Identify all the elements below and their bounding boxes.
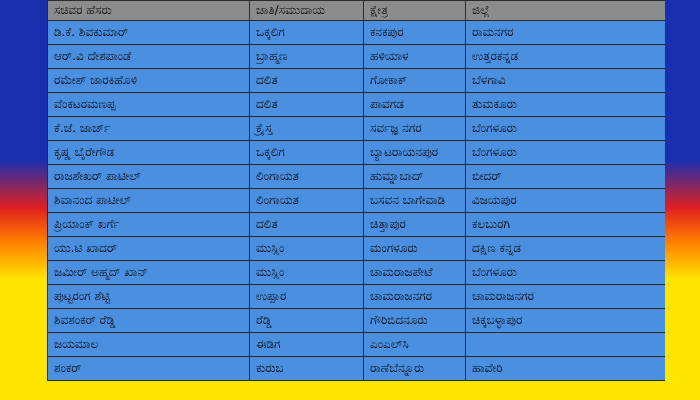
caste-cell: ದಲಿತ xyxy=(250,213,364,237)
district-cell: ದಕ್ಷಿಣ ಕನ್ನಡ xyxy=(466,237,666,261)
column-header-constituency: ಕ್ಷೇತ್ರ xyxy=(364,1,466,21)
constituency-cell: ಬಸವನ ಬಾಗೇವಾಡಿ xyxy=(364,189,466,213)
caste-cell: ಒಕ್ಕಲಿಗ xyxy=(250,21,364,45)
table-row xyxy=(48,93,666,117)
constituency-cell: ಗೋಕಾಕ್ xyxy=(364,69,466,93)
caste-cell: ದಲಿತ xyxy=(250,69,364,93)
table-row xyxy=(48,285,666,309)
minister-name-cell: ಜಮೀರ್ ಅಹ್ಮದ್ ಖಾನ್ xyxy=(48,261,250,285)
minister-name-cell: ಶಿವಾನಂದ ಪಾಟೀಲ್ xyxy=(48,189,250,213)
district-cell: ರಾಮನಗರ xyxy=(466,21,666,45)
table-row xyxy=(48,21,666,45)
ministers-table xyxy=(47,0,665,381)
district-cell: ಬೀದರ್ xyxy=(466,165,666,189)
table-row xyxy=(48,333,666,357)
constituency-cell: ಕನಕಪುರ xyxy=(364,21,466,45)
constituency-cell: ಸರ್ವಜ್ಞ ನಗರ xyxy=(364,117,466,141)
table-row xyxy=(48,237,666,261)
district-cell: ಬೆಂಗಳೂರು xyxy=(466,261,666,285)
district-cell: ಹಾವೇರಿ xyxy=(466,357,666,381)
district-cell: ಚಿಕ್ಕಬಳ್ಳಾಪುರ xyxy=(466,309,666,333)
table-row xyxy=(48,357,666,381)
constituency-cell: ಚಿತ್ತಾಪುರ xyxy=(364,213,466,237)
caste-cell: ಒಕ್ಕಲಿಗ xyxy=(250,141,364,165)
constituency-cell: ಬ್ಯಾಟರಾಯನಪುರ xyxy=(364,141,466,165)
district-cell xyxy=(466,333,666,357)
ministers-table-container xyxy=(47,0,665,400)
column-header-minister-name: ಸಚಿವರ ಹೆಸರು xyxy=(48,1,250,21)
caste-cell: ಈಡಿಗ xyxy=(250,333,364,357)
minister-name-cell: ಕೃಷ್ಣ ಬೈರೇಗೌಡ xyxy=(48,141,250,165)
minister-name-cell: ವೆಂಕಟರಮಣಪ್ಪ xyxy=(48,93,250,117)
table-body xyxy=(48,21,666,381)
minister-name-cell: ಶಂಕರ್ xyxy=(48,357,250,381)
minister-name-cell: ಪುಟ್ಟರಂಗ ಶೆಟ್ಟಿ xyxy=(48,285,250,309)
district-cell: ಚಾಮರಾಜನಗರ xyxy=(466,285,666,309)
caste-cell: ಕುರುಬ xyxy=(250,357,364,381)
column-header-district: ಜಿಲ್ಲೆ xyxy=(466,1,666,21)
constituency-cell: ಮಂಗಳೂರು xyxy=(364,237,466,261)
constituency-cell: ಚಾಮರಾಜಪೇಟೆ xyxy=(364,261,466,285)
minister-name-cell: ಆರ್.ವಿ ದೇಶಪಾಂಡೆ xyxy=(48,45,250,69)
table-row xyxy=(48,309,666,333)
minister-name-cell: ರಮೇಶ್ ಜಾರಕಿಹೊಳಿ xyxy=(48,69,250,93)
minister-name-cell: ಕೆ.ಜೆ. ಜಾರ್ಜ್ xyxy=(48,117,250,141)
caste-cell: ಲಿಂಗಾಯತ xyxy=(250,189,364,213)
district-cell: ಕಲಬುರಗಿ xyxy=(466,213,666,237)
table-row xyxy=(48,213,666,237)
constituency-cell: ಪಾವಗಡ xyxy=(364,93,466,117)
column-header-caste-community: ಜಾತಿ/ಸಮುದಾಯ xyxy=(250,1,364,21)
caste-cell: ಬ್ರಾಹ್ಮಣ xyxy=(250,45,364,69)
minister-name-cell: ಯು.ಟಿ ಖಾದರ್ xyxy=(48,237,250,261)
minister-name-cell: ಶಿವಶಂಕರ್ ರೆಡ್ಡಿ xyxy=(48,309,250,333)
minister-name-cell: ಜಯಮಾಲ xyxy=(48,333,250,357)
constituency-cell: ರಾಣೆಬೆನ್ನೂರು xyxy=(364,357,466,381)
minister-name-cell: ಪ್ರಿಯಾಂಕ್ ಖರ್ಗೆ xyxy=(48,213,250,237)
caste-cell: ಲಿಂಗಾಯತ xyxy=(250,165,364,189)
constituency-cell: ಎಂಎಲ್‌ಸಿ xyxy=(364,333,466,357)
table-row xyxy=(48,69,666,93)
caste-cell: ದಲಿತ xyxy=(250,93,364,117)
constituency-cell: ಗೌರಿಬಿದನೂರು xyxy=(364,309,466,333)
table-row xyxy=(48,189,666,213)
district-cell: ಬೆಂಗಳೂರು xyxy=(466,117,666,141)
table-header-row xyxy=(48,1,666,21)
caste-cell: ಕ್ರೈಸ್ತ xyxy=(250,117,364,141)
caste-cell: ಮುಸ್ಲಿಂ xyxy=(250,237,364,261)
table-row xyxy=(48,117,666,141)
table-row xyxy=(48,261,666,285)
constituency-cell: ಹಳಿಯಾಳ xyxy=(364,45,466,69)
minister-name-cell: ರಾಜಶೇಖರ್ ಪಾಟೀಲ್ xyxy=(48,165,250,189)
caste-cell: ರೆಡ್ಡಿ xyxy=(250,309,364,333)
constituency-cell: ಚಾಮರಾಜನಗರ xyxy=(364,285,466,309)
district-cell: ತುಮಕೂರು xyxy=(466,93,666,117)
caste-cell: ಉಪ್ಪಾರ xyxy=(250,285,364,309)
district-cell: ಬೆಳಗಾವಿ xyxy=(466,69,666,93)
table-row xyxy=(48,141,666,165)
district-cell: ಬೆಂಗಳೂರು xyxy=(466,141,666,165)
minister-name-cell: ಡಿ.ಕೆ. ಶಿವಕುಮಾರ್ xyxy=(48,21,250,45)
table-row xyxy=(48,45,666,69)
district-cell: ಉತ್ತರಕನ್ನಡ xyxy=(466,45,666,69)
constituency-cell: ಹುಮ್ನಾಬಾದ್ xyxy=(364,165,466,189)
table-row xyxy=(48,165,666,189)
district-cell: ವಿಜಯಪುರ xyxy=(466,189,666,213)
caste-cell: ಮುಸ್ಲಿಂ xyxy=(250,261,364,285)
